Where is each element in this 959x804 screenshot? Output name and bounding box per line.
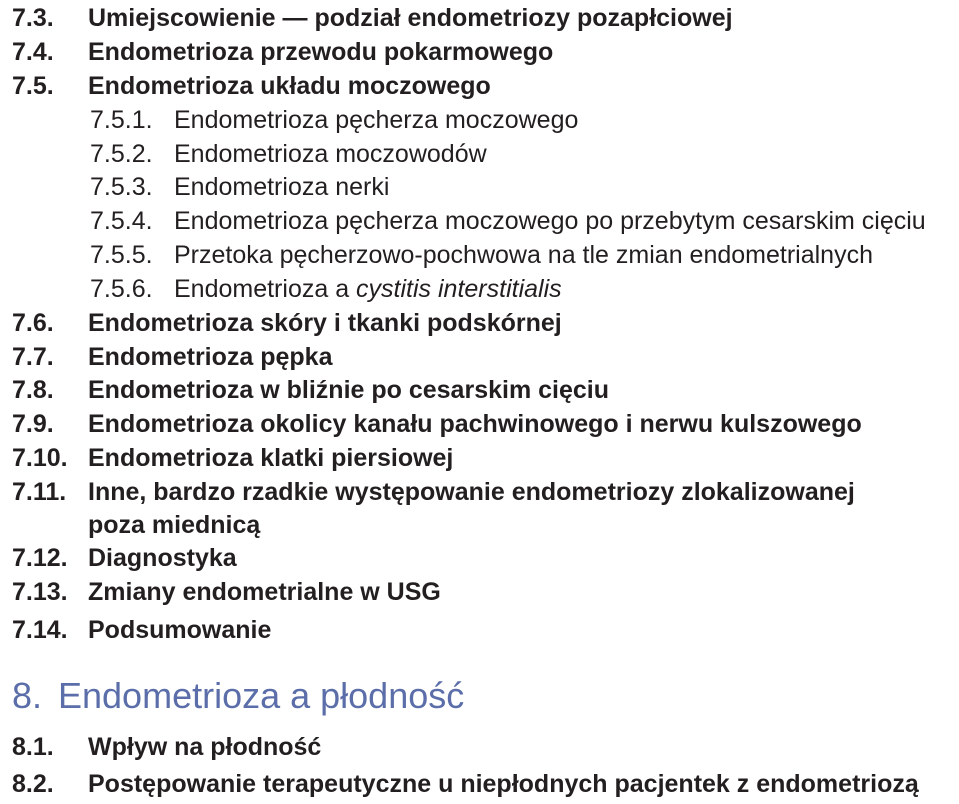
section-number: 8.1. [12, 733, 54, 761]
section-title: Endometrioza okolicy kanału pachwinowego i nerwu kulszowego [88, 410, 862, 438]
section-title: Endometrioza pępka [88, 343, 333, 371]
chapter-number: 8. [12, 675, 43, 716]
section-title: Zmiany endometrialne w USG [88, 578, 441, 606]
section-number: 7.10. [12, 444, 68, 472]
section-number: 7.5.6. [90, 275, 153, 303]
section-title: Wpływ na płodność [88, 733, 322, 761]
section-number: 7.8. [12, 376, 54, 404]
section-title: Endometrioza w bliźnie po cesarskim cięciu [88, 376, 609, 404]
section-title [174, 274, 562, 304]
section-title: Umiejscowienie — podział endometriozy pozapłciowej [88, 4, 733, 32]
section-title: Endometrioza układu moczowego [88, 72, 491, 100]
section-number: 7.5. [12, 72, 54, 100]
section-title: Inne, bardzo rzadkie występowanie endometriozy zlokalizowanej [88, 478, 855, 506]
section-number: 7.12. [12, 544, 68, 572]
section-title-continued: poza miednicą [88, 511, 261, 539]
section-title: Endometrioza klatki piersiowej [88, 444, 454, 472]
section-number: 7.5.3. [90, 173, 153, 201]
section-number: 7.9. [12, 410, 54, 438]
section-title: Endometrioza skóry i tkanki podskórnej [88, 309, 562, 337]
section-number: 7.14. [12, 616, 68, 644]
section-number: 7.5.2. [90, 140, 153, 168]
section-title-plain: Endometrioza a [174, 275, 357, 303]
section-title: Diagnostyka [88, 544, 237, 572]
section-title: Endometrioza nerki [174, 173, 390, 201]
section-number: 7.6. [12, 309, 54, 337]
section-number: 7.3. [12, 4, 54, 32]
section-number: 7.13. [12, 578, 68, 606]
chapter-title: Endometrioza a płodność [58, 675, 465, 716]
section-number: 7.5.1. [90, 106, 153, 134]
section-title: Podsumowanie [88, 616, 272, 644]
section-title-italic: cystitis interstitialis [356, 275, 562, 303]
section-number: 7.4. [12, 38, 54, 66]
section-title: Postępowanie terapeutyczne u niepłodnych pacjentek z endometriozą [88, 770, 919, 798]
section-title: Endometrioza przewodu pokarmowego [88, 38, 554, 66]
section-title: Endometrioza pęcherza moczowego [174, 106, 579, 134]
section-title: Przetoka pęcherzowo-pochwowa na tle zmian endometrialnych [174, 241, 873, 269]
section-number: 7.7. [12, 343, 54, 371]
section-title: Endometrioza pęcherza moczowego po przebytym cesarskim cięciu [174, 207, 926, 235]
section-title: Endometrioza moczowodów [174, 140, 487, 168]
section-number: 7.5.4. [90, 207, 153, 235]
section-number: 8.2. [12, 770, 54, 798]
section-number: 7.11. [12, 478, 67, 506]
section-number: 7.5.5. [90, 241, 153, 269]
